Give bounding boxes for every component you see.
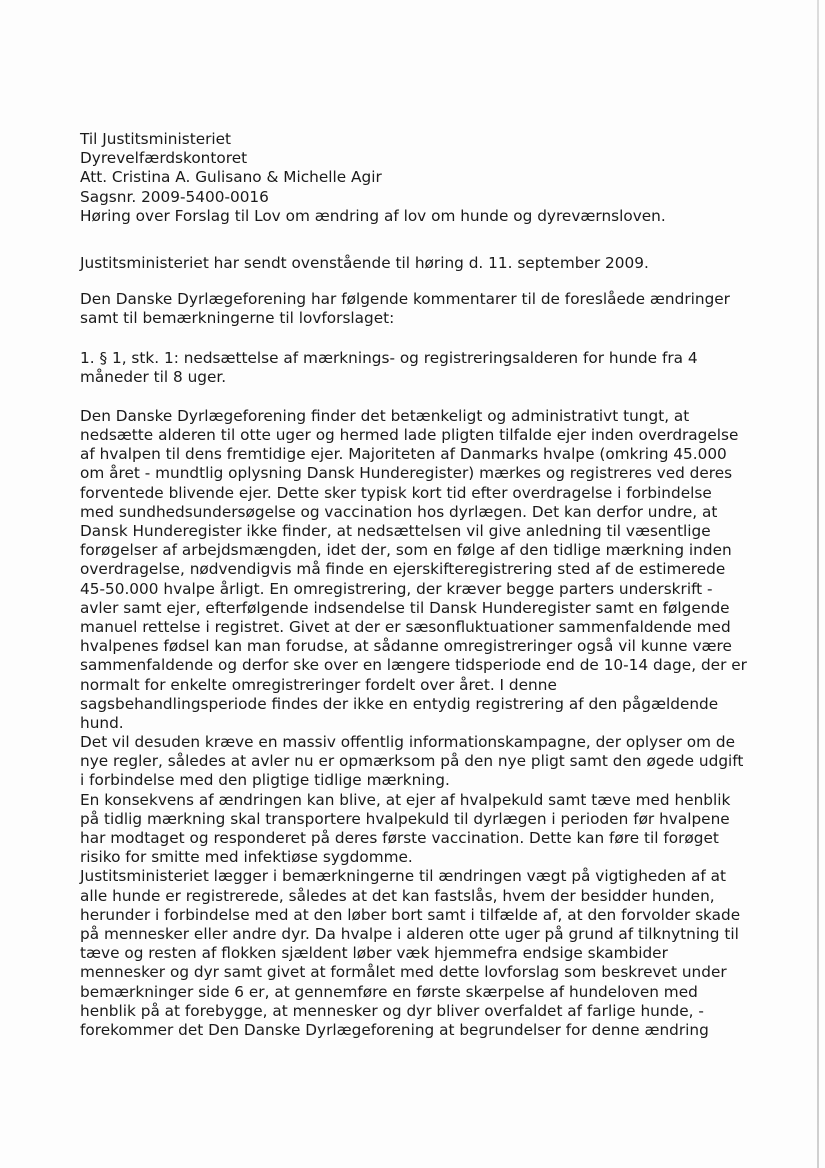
text-line: henblik på at forebygge, at mennesker og dyr bliver overfaldet af farlige hunde, - xyxy=(80,1001,704,1020)
text-line: avler samt ejer, efterfølgende indsendelse til Dansk Hunderegister samt en følgende xyxy=(80,598,730,617)
text-line: 45-50.000 hvalpe årligt. En omregistrering, der kræver begge parters underskrift - xyxy=(80,579,713,598)
address-line: Att. Cristina A. Gulisano & Michelle Agir xyxy=(80,168,382,187)
text-line: samt til bemærkningerne til lovforslaget: xyxy=(80,309,395,328)
intro-paragraph: Justitsministeriet har sendt ovenstående til høring d. 11. september 2009. xyxy=(80,253,649,272)
text-line: om året - mundtlig oplysning Dansk Hunderegister) mærkes og registreres ved deres xyxy=(80,464,733,483)
comments-intro-paragraph xyxy=(80,290,752,328)
address-block xyxy=(80,130,752,226)
text-line: Justitsministeriet lægger i bemærkningerne til ændringen vægt på vigtigheden af at xyxy=(80,867,727,886)
text-line: af hvalpen til dens fremtidige ejer. Majoriteten af Danmarks hvalpe (omkring 45.000 xyxy=(80,445,727,464)
text-line: med sundhedsundersøgelse og vaccination hos dyrlægen. Det kan derfor undre, at xyxy=(80,502,718,521)
text-line: tæve og resten af flokken sjældent løber væk hjemmefra endsige skambider xyxy=(80,944,668,963)
text-line: mennesker og dyr samt givet at formålet med dette lovforslag som beskrevet under xyxy=(80,963,727,982)
text-line: Den Danske Dyrlægeforening finder det betænkeligt og administrativt tungt, at xyxy=(80,406,690,425)
text-line: Det vil desuden kræve en massiv offentlig informationskampagne, der oplyser om de xyxy=(80,733,736,752)
text-line: forekommer det Den Danske Dyrlægeforening at begrundelser for denne ændring xyxy=(80,1020,709,1039)
section-heading xyxy=(80,349,752,387)
text-line: på mennesker eller andre dyr. Da hvalpe i alderen otte uger på grund af tilknytning til xyxy=(80,924,739,943)
text-line: risiko for smitte med infektiøse sygdomme. xyxy=(80,848,413,867)
text-line: hund. xyxy=(80,713,124,732)
text-line: manuel rettelse i registret. Givet at der er sæsonfluktuationer sammenfaldende med xyxy=(80,617,731,636)
text-line: bemærkninger side 6 er, at gennemføre en første skærpelse af hundeloven med xyxy=(80,982,698,1001)
case-number: Sagsnr. 2009-5400-0016 xyxy=(80,187,269,206)
subject-line: Høring over Forslag til Lov om ændring af lov om hunde og dyreværnsloven. xyxy=(80,206,666,225)
text-line: forventede blivende ejer. Dette sker typisk kort tid efter overdragelse i forbindelse xyxy=(80,483,712,502)
text-line: normalt for enkelte omregistreringer fordelt over året. I denne xyxy=(80,675,557,694)
text-line: nedsætte alderen til otte uger og hermed lade pligten tilfalde ejer inden overdragelse xyxy=(80,426,739,445)
text-line: overdragelse, nødvendigvis må finde en ejerskifteregistrering sted af de estimerede xyxy=(80,560,726,579)
text-line: sammenfaldende og derfor ske over en længere tidsperiode end de 10-14 dage, der er xyxy=(80,656,747,675)
address-line: Til Justitsministeriet xyxy=(80,130,232,148)
body-paragraphs xyxy=(80,407,752,1040)
text-line: hvalpenes fødsel kan man forudse, at sådanne omregistreringer også vil kunne være xyxy=(80,637,732,656)
text-line: En konsekvens af ændringen kan blive, at ejer af hvalpekuld samt tæve med henblik xyxy=(80,790,731,809)
letter-body xyxy=(80,130,752,1040)
text-line: på tidlig mærkning skal transportere hvalpekuld til dyrlægen i perioden før hvalpene xyxy=(80,809,730,828)
text-line: nye regler, således at avler nu er opmærksom på den nye pligt samt den øgede udgift xyxy=(80,752,744,771)
text-line: Dansk Hunderegister ikke finder, at nedsættelsen vil give anledning til væsentlige xyxy=(80,522,711,540)
text-line: i forbindelse med den pligtige tidlige mærkning. xyxy=(80,771,450,790)
text-line: Den Danske Dyrlægeforening har følgende kommentarer til de foreslåede ændringer xyxy=(80,290,730,309)
text-line: alle hunde er registrerede, således at det kan fastslås, hvem der besidder hunden, xyxy=(80,886,715,905)
text-line: herunder i forbindelse med at den løber bort samt i tilfælde af, at den forvolder skade xyxy=(80,905,741,924)
address-line: Dyrevelfærdskontoret xyxy=(80,149,248,168)
text-line: forøgelser af arbejdsmængden, idet der, som en følge af den tidlige mærkning inden xyxy=(80,541,732,560)
scan-edge-shadow xyxy=(817,0,819,1168)
text-line: 1. § 1, stk. 1: nedsættelse af mærknings- og registreringsalderen for hunde fra 4 xyxy=(80,348,698,367)
text-line: måneder til 8 uger. xyxy=(80,367,227,386)
text-line: har modtaget og responderet på deres første vaccination. Dette kan føre til forøget xyxy=(80,829,719,847)
text-line: sagsbehandlingsperiode findes der ikke en entydig registrering af den pågældende xyxy=(80,694,719,713)
